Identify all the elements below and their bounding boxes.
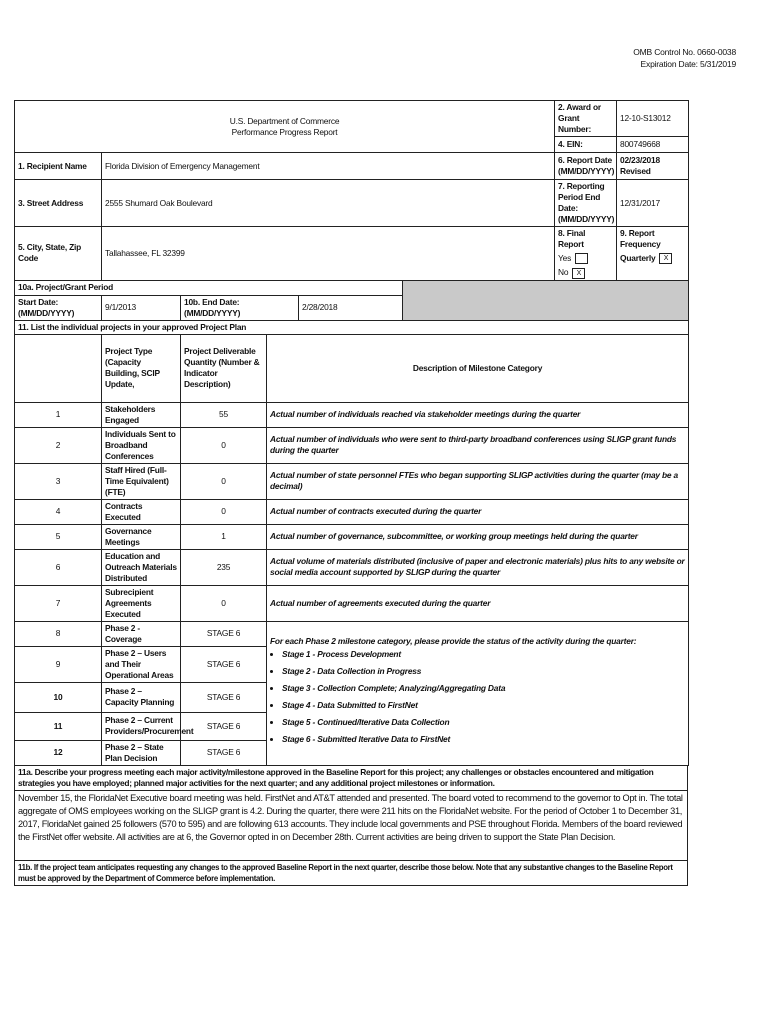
recipient-name-value: Florida Division of Emergency Management [102,153,555,180]
projects-table [14,320,689,766]
stage-list [270,649,685,745]
start-date-value: 9/1/2013 [102,295,181,320]
milestone-description: Actual number of governance, subcommittee, or working group meetings held during the quarter [267,524,689,549]
reporting-period-label: 7. Reporting Period End Date: (MM/DD/YYYY) [555,180,617,227]
department-name: U.S. Department of Commerce [229,115,340,126]
table-row [15,499,689,524]
row-number: 5 [15,524,102,549]
project-type: Education and Outreach Materials Distributed [102,549,181,585]
project-type: Individuals Sent to Broadband Conferences [102,427,181,463]
project-type: Phase 2 – Capacity Planning [102,682,181,712]
award-number-value: 12-10-S13012 [617,101,689,137]
end-date-label: 10b. End Date: (MM/DD/YYYY) [181,295,299,320]
final-report-label: 8. Final Report [558,228,586,249]
phase2-stage-list [267,621,689,765]
row-number: 8 [15,621,102,646]
grant-period-table [14,280,689,321]
project-type: Subrecipient Agreements Executed [102,585,181,621]
report-name: Performance Progress Report [231,126,338,137]
row-number: 10 [15,682,102,712]
deliverable-quantity: 0 [181,427,267,463]
table-row [15,524,689,549]
project-type: Phase 2 – Current Providers/Procurement [102,712,181,740]
progress-narrative-table [14,765,688,886]
start-date-label: Start Date: (MM/DD/YYYY) [15,295,102,320]
milestone-description: Actual volume of materials distributed (inclusive of paper and electronic materials) plus hits to any website or social media account supported by SLIGP during the quarter [267,549,689,585]
row-number: 1 [15,402,102,427]
recipient-name-label: 1. Recipient Name [15,153,102,180]
award-number-label: 2. Award or Grant Number: [555,101,617,137]
milestone-description: Actual number of individuals reached via stakeholder meetings during the quarter [267,402,689,427]
project-type: Phase 2 – State Plan Decision [102,740,181,765]
end-date-value: 2/28/2018 [299,295,403,320]
stage-item: • Stage 2 - Data Collection in Progress [282,666,685,677]
report-frequency-cell [617,227,689,281]
deliverable-quantity: 0 [181,585,267,621]
street-address-label: 3. Street Address [15,180,102,227]
report-frequency-label: 9. Report Frequency [620,228,661,249]
header-number-blank [15,334,102,402]
table-row [15,585,689,621]
row-number: 9 [15,646,102,682]
project-type: Stakeholders Engaged [102,402,181,427]
final-yes-checkbox[interactable] [575,253,588,264]
row-number: 7 [15,585,102,621]
stage-item: • Stage 6 - Submitted Iterative Data to FirstNet [282,734,685,745]
row-number: 2 [15,427,102,463]
header-table [14,100,689,281]
table-row [15,549,689,585]
ein-value: 800749668 [617,137,689,153]
stage-item: • Stage 4 - Data Submitted to FirstNet [282,700,685,711]
phase2-intro: For each Phase 2 milestone category, please provide the status of the activity during the quarter: [270,635,637,646]
report-date-value: 02/23/2018 Revised [617,153,689,180]
milestone-description: Actual number of agreements executed during the quarter [267,585,689,621]
row-number: 6 [15,549,102,585]
final-report-cell [555,227,617,281]
quarterly-checkbox[interactable]: X [659,253,672,264]
deliverable-quantity: STAGE 6 [181,682,267,712]
stage-item: • Stage 3 - Collection Complete; Analyzing/Aggregating Data [282,683,685,694]
row-number: 11 [15,712,102,740]
deliverable-quantity: 55 [181,402,267,427]
table-row [15,427,689,463]
city-state-zip-label: 5. City, State, Zip Code [15,227,102,281]
row-number: 3 [15,463,102,499]
milestone-description: Actual number of state personnel FTEs who began supporting SLIGP activities during the quarter (may be a decimal) [267,463,689,499]
reporting-period-value: 12/31/2017 [617,180,689,227]
deliverable-quantity: STAGE 6 [181,740,267,765]
table-row [15,463,689,499]
milestone-description: Actual number of contracts executed during the quarter [267,499,689,524]
project-type: Contracts Executed [102,499,181,524]
project-type: Governance Meetings [102,524,181,549]
row-number: 4 [15,499,102,524]
grant-period-title: 10a. Project/Grant Period [15,280,403,295]
project-type: Phase 2 - Coverage [102,621,181,646]
deliverable-quantity: 0 [181,499,267,524]
ein-label: 4. EIN: [555,137,617,153]
final-no-label: No [558,267,569,278]
stage-item: • Stage 5 - Continued/Iterative Data Collection [282,717,685,728]
project-type: Staff Hired (Full-Time Equivalent)(FTE) [102,463,181,499]
street-address-value: 2555 Shumard Oak Boulevard [102,180,555,227]
col-header-project-type: Project Type (Capacity Building, SCIP Update, [102,334,181,402]
omb-info [633,46,736,70]
progress-response: November 15, the FloridaNet Executive board meeting was held. FirstNet and AT&T attended and presented. The board voted to recommend to the governor to Opt in. The total aggregate of OMS employees working on the SLIGP grant is 4.2. During the quarter, there were 211 hits on the FloridaNet website. For the period of October 1 to December 31, 2017, FloridaNet gained 25 followers (570 to 595) and are following 613 accounts. They include local governments and PSE throughout Florida. Members of the board reviewed the FirstNet offer website. All activities are at 6, the Governor opted in on December 28th. Current activities are being driven to support the State Plan Decision. [15,790,688,860]
project-type: Phase 2 – Users and Their Operational Areas [102,646,181,682]
deliverable-quantity: 1 [181,524,267,549]
deliverable-quantity: STAGE 6 [181,621,267,646]
deliverable-quantity: STAGE 6 [181,712,267,740]
baseline-changes-prompt: 11b. If the project team anticipates requesting any changes to the approved Baseline Report in the next quarter, describe those below. Note that any substantive changes to the Baseline Report must be approved by the Department of Commerce before implementation. [15,860,688,885]
stage-item: • Stage 1 - Process Development [282,649,685,660]
projects-title: 11. List the individual projects in your approved Project Plan [15,320,689,334]
city-state-zip-value: Tallahassee, FL 32399 [102,227,555,281]
deliverable-quantity: 235 [181,549,267,585]
milestone-description: Actual number of individuals who were sent to third-party broadband conferences using SLIGP grant funds during the quarter [267,427,689,463]
col-header-deliverable-quantity: Project Deliverable Quantity (Number & Indicator Description) [181,334,267,402]
col-header-milestone-description: Description of Milestone Category [267,334,689,402]
performance-progress-report-form [14,100,688,886]
table-row [15,402,689,427]
grant-period-shaded [403,280,689,320]
report-title [15,101,555,153]
table-row [15,621,689,646]
row-number: 12 [15,740,102,765]
report-date-label: 6. Report Date (MM/DD/YYYY) [555,153,617,180]
final-no-checkbox[interactable]: X [572,268,585,279]
deliverable-quantity: STAGE 6 [181,646,267,682]
omb-expiration-date: Expiration Date: 5/31/2019 [640,59,736,69]
final-yes-label: Yes [558,253,572,263]
progress-prompt: 11a. Describe your progress meeting each major activity/milestone approved in the Baseline Report for this project; any challenges or obstacles encountered and mitigation strategies you have employed; planned major activities for the next quarter; and any additional project milestones or information. [15,765,688,790]
deliverable-quantity: 0 [181,463,267,499]
report-frequency-value: Quarterly [620,253,656,263]
omb-control-number: OMB Control No. 0660-0038 [633,47,736,57]
